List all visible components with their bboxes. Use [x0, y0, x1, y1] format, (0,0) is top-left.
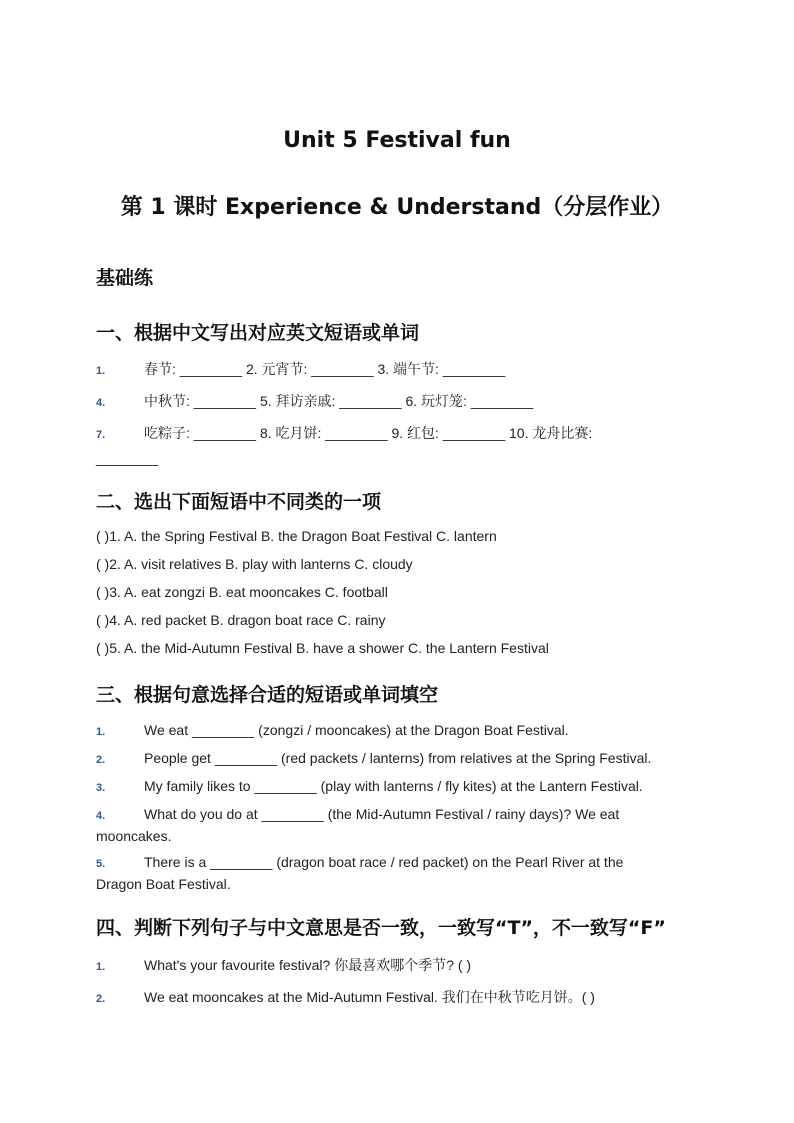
item-text: People get ________ (red packets / lanterns) from relatives at the Spring Festival.	[144, 750, 652, 766]
item-number: 2.	[96, 754, 106, 766]
section-2-item: ( )1. A. the Spring Festival B. the Dragon Boat Festival C. lantern	[96, 528, 497, 544]
item-number: 2.	[96, 993, 106, 1005]
level-heading: 基础练	[96, 267, 154, 289]
section-3-item	[96, 852, 656, 894]
section-2-item: ( )5. A. the Mid-Autumn Festival B. have a shower C. the Lantern Festival	[96, 640, 549, 656]
item-number: 7.	[96, 429, 106, 441]
section-1-item	[96, 423, 716, 443]
item-text: We eat ________ (zongzi / mooncakes) at the Dragon Boat Festival.	[144, 722, 569, 738]
section-2-item: ( )3. A. eat zongzi B. eat mooncakes C. football	[96, 584, 388, 600]
section-2-item: ( )2. A. visit relatives B. play with lanterns C. cloudy	[96, 556, 413, 572]
item-text: 吃粽子: ________ 8. 吃月饼: ________ 9. 红包: ________ 10. 龙舟比赛:	[144, 425, 593, 441]
section-4-item	[96, 955, 716, 975]
section-4-item	[96, 987, 716, 1007]
page-subtitle: 第 1 课时 Experience & Understand（分层作业）	[120, 195, 674, 220]
section-4-heading: 四、判断下列句子与中文意思是否一致，一致写“T”，不一致写“F”	[96, 917, 666, 939]
item-text: What do you do at ________ (the Mid-Autumn Festival / rainy days)? We eat mooncakes.	[96, 806, 620, 844]
item-text: We eat mooncakes at the Mid-Autumn Festival. 我们在中秋节吃月饼。( )	[144, 989, 595, 1005]
section-1-item	[96, 391, 716, 411]
section-3-item	[96, 778, 716, 794]
section-1-heading: 一、根据中文写出对应英文短语或单词	[96, 322, 420, 344]
item-number: 5.	[96, 858, 106, 870]
page-title: Unit 5 Festival fun	[283, 128, 511, 153]
item-number: 3.	[96, 782, 106, 794]
answer-blank: ________	[96, 450, 159, 466]
item-text: There is a ________ (dragon boat race / red packet) on the Pearl River at the Dragon Boat Festival.	[96, 854, 624, 892]
item-text: 中秋节: ________ 5. 拜访亲戚: ________ 6. 玩灯笼: ________	[144, 393, 534, 409]
item-text: My family likes to ________ (play with lanterns / fly kites) at the Lantern Festival.	[144, 778, 643, 794]
section-2-heading: 二、选出下面短语中不同类的一项	[96, 491, 382, 513]
item-number: 1.	[96, 726, 106, 738]
item-number: 1.	[96, 365, 106, 377]
section-2-item: ( )4. A. red packet B. dragon boat race C. rainy	[96, 612, 386, 628]
section-3-item	[96, 750, 716, 766]
section-3-item	[96, 804, 656, 846]
item-number: 4.	[96, 810, 106, 822]
item-number: 1.	[96, 961, 106, 973]
item-text: What's your favourite festival? 你最喜欢哪个季节? ( )	[144, 957, 472, 973]
item-number: 4.	[96, 397, 106, 409]
section-3-item	[96, 722, 716, 738]
item-text: 春节: ________ 2. 元宵节: ________ 3. 端午节: ________	[144, 361, 506, 377]
section-3-heading: 三、根据句意选择合适的短语或单词填空	[96, 684, 439, 706]
section-1-item	[96, 359, 716, 379]
